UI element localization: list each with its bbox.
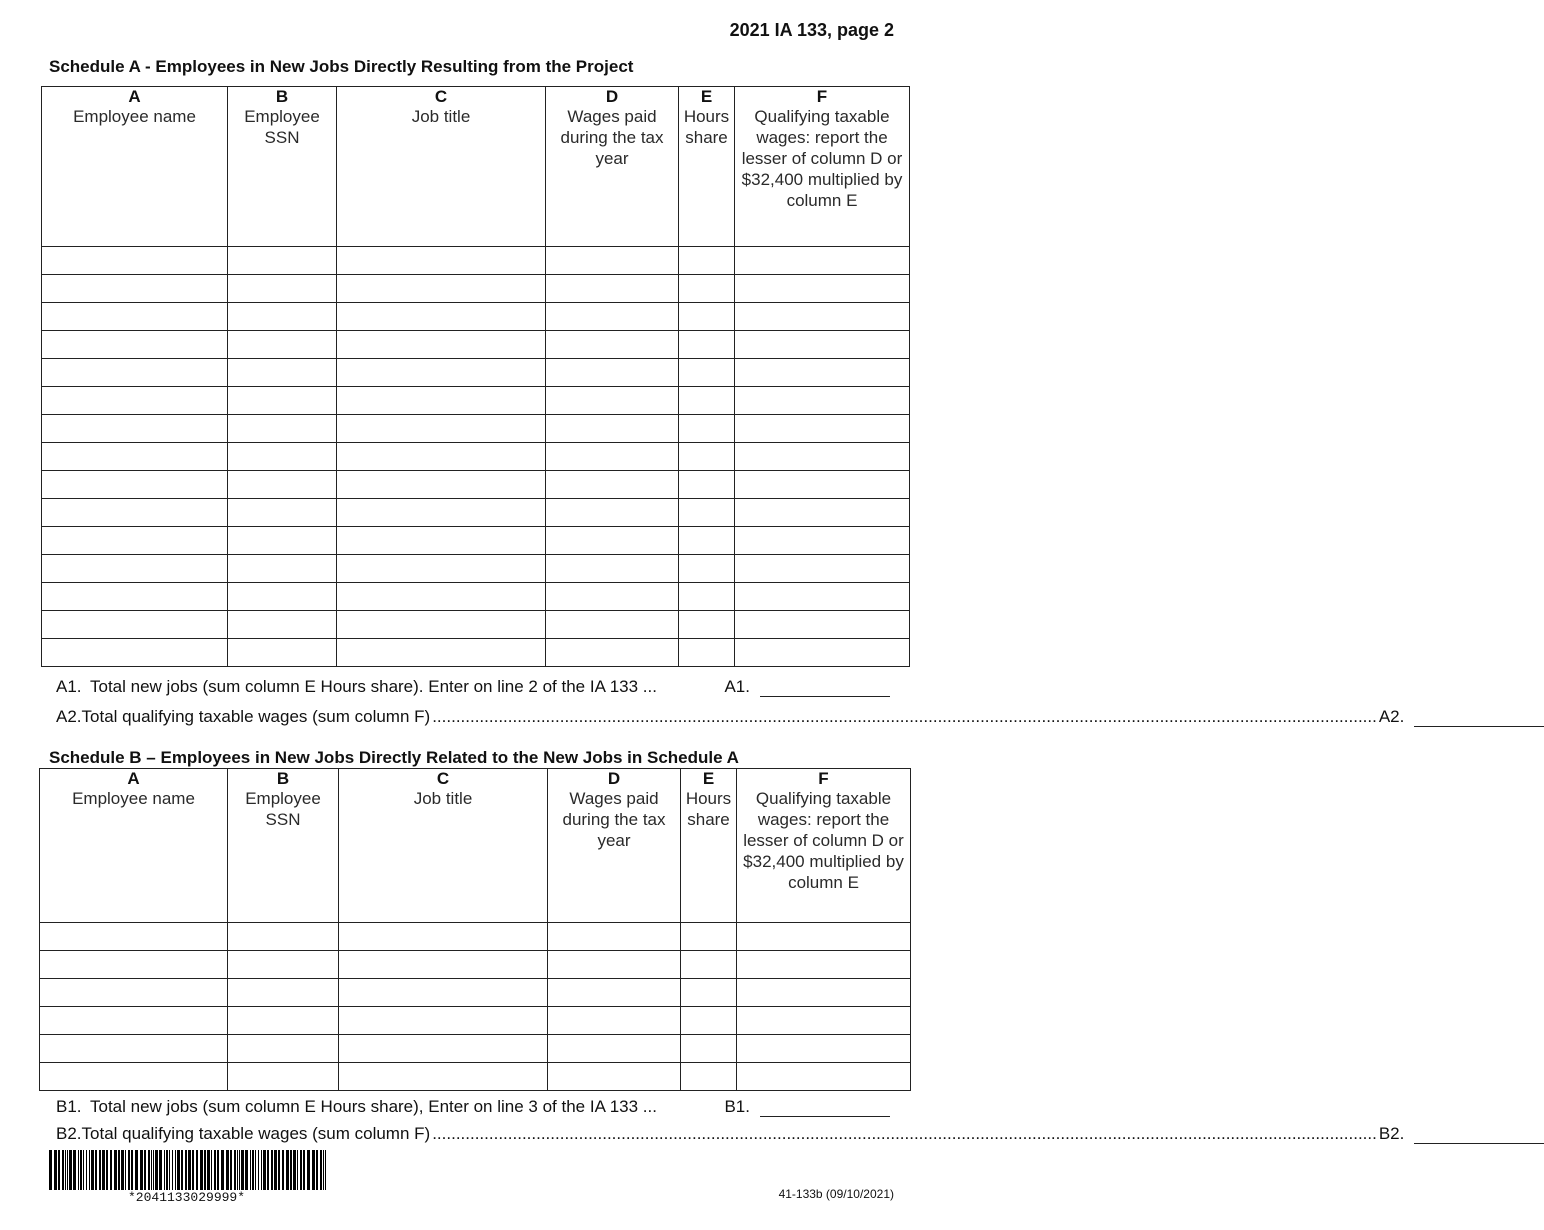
barcode-bar — [261, 1150, 262, 1190]
barcode-bar — [106, 1150, 108, 1190]
qualifying-wages-cell[interactable] — [735, 331, 910, 359]
schedule-b-table — [39, 768, 911, 1091]
barcode-bar — [128, 1150, 130, 1190]
employee-name-cell[interactable] — [42, 583, 228, 611]
job-title-cell[interactable] — [337, 583, 546, 611]
hours-share-cell[interactable] — [679, 555, 735, 583]
barcode-bar — [151, 1150, 152, 1190]
job-title-cell[interactable] — [337, 471, 546, 499]
barcode-bar — [54, 1150, 57, 1190]
hours-share-cell[interactable] — [679, 331, 735, 359]
qualifying-wages-cell[interactable] — [737, 951, 911, 979]
wages-paid-cell[interactable] — [546, 415, 679, 443]
barcode-bar — [312, 1150, 315, 1190]
line-ref: B1. — [724, 1097, 750, 1116]
line-number: A1. — [56, 677, 82, 696]
table-row — [42, 527, 910, 555]
barcode-bar — [221, 1150, 224, 1190]
employee-ssn-cell[interactable] — [228, 275, 337, 303]
schedule-b-title: Schedule B – Employees in New Jobs Directly Related to the New Jobs in Schedule A — [49, 748, 739, 767]
barcode-bar — [255, 1150, 256, 1190]
barcode-bar — [214, 1150, 216, 1190]
employee-name-cell[interactable] — [42, 499, 228, 527]
barcode-bar — [267, 1150, 269, 1190]
employee-ssn-cell[interactable] — [228, 443, 337, 471]
employee-ssn-cell[interactable] — [228, 951, 339, 979]
job-title-cell[interactable] — [337, 303, 546, 331]
barcode-bar — [102, 1150, 105, 1190]
qualifying-wages-cell[interactable] — [735, 359, 910, 387]
hours-share-cell[interactable] — [681, 1035, 737, 1063]
table-row — [42, 499, 910, 527]
employee-name-cell[interactable] — [42, 303, 228, 331]
barcode-bar — [185, 1150, 187, 1190]
wages-paid-cell[interactable] — [546, 443, 679, 471]
employee-ssn-cell[interactable] — [228, 359, 337, 387]
hours-share-cell[interactable] — [679, 471, 735, 499]
col-header-b: B Employee SSN — [228, 87, 337, 247]
barcode-bar — [316, 1150, 318, 1190]
barcode-bar — [164, 1150, 165, 1190]
wages-paid-cell[interactable] — [546, 471, 679, 499]
line-number: B2. — [56, 1124, 82, 1143]
barcode-bar — [95, 1150, 97, 1190]
wages-paid-cell[interactable] — [548, 1063, 681, 1091]
table-row — [42, 387, 910, 415]
hours-share-cell[interactable] — [679, 443, 735, 471]
job-title-cell[interactable] — [339, 1063, 548, 1091]
barcode-bar — [207, 1150, 210, 1190]
barcode-bar — [200, 1150, 203, 1190]
barcode-text: *2041133029999* — [128, 1190, 246, 1205]
table-row — [42, 583, 910, 611]
job-title-cell[interactable] — [337, 331, 546, 359]
col-header-e: E Hours share — [681, 769, 737, 923]
barcode-bar — [278, 1150, 280, 1190]
barcode-bar — [131, 1150, 133, 1190]
barcode-bar — [155, 1150, 158, 1190]
hours-share-cell[interactable] — [679, 611, 735, 639]
wages-paid-cell[interactable] — [546, 583, 679, 611]
col-header-e: E Hours share — [679, 87, 735, 247]
barcode-bar — [99, 1150, 101, 1190]
qualifying-wages-cell[interactable] — [735, 471, 910, 499]
col-header-d: D Wages paid during the tax year — [546, 87, 679, 247]
hours-share-cell[interactable] — [679, 359, 735, 387]
hours-share-cell[interactable] — [679, 275, 735, 303]
total-wages-a-field[interactable] — [1414, 710, 1544, 727]
qualifying-wages-cell[interactable] — [735, 247, 910, 275]
barcode-bar — [125, 1150, 126, 1190]
leader-dots: ........................................................................................................................................................................................................ — [432, 1124, 1377, 1143]
table-row — [40, 1063, 911, 1091]
total-line-b1 — [56, 1097, 890, 1117]
wages-paid-cell[interactable] — [548, 979, 681, 1007]
barcode-bar — [263, 1150, 266, 1190]
barcode-bar — [83, 1150, 84, 1190]
qualifying-wages-cell[interactable] — [737, 1063, 911, 1091]
job-title-cell[interactable] — [337, 387, 546, 415]
employee-ssn-cell[interactable] — [228, 611, 337, 639]
barcode-bar — [293, 1150, 296, 1190]
wages-paid-cell[interactable] — [546, 555, 679, 583]
barcode-bar — [89, 1150, 90, 1190]
barcode-bar — [245, 1150, 248, 1190]
table-row — [42, 331, 910, 359]
col-header-f: F Qualifying taxable wages: report the lesser of column D or $32,400 multiplied by column E — [735, 87, 910, 247]
employee-name-cell[interactable] — [42, 443, 228, 471]
barcode-bar — [80, 1150, 82, 1190]
job-title-cell[interactable] — [337, 555, 546, 583]
barcode-bar — [300, 1150, 302, 1190]
wages-paid-cell[interactable] — [546, 527, 679, 555]
barcode-bar — [320, 1150, 322, 1190]
barcode-bar — [58, 1150, 60, 1190]
job-title-cell[interactable] — [339, 979, 548, 1007]
line-ref: A2. — [1378, 707, 1405, 726]
table-row — [42, 639, 910, 667]
barcode-bar — [140, 1150, 143, 1190]
barcode-bar — [118, 1150, 120, 1190]
employee-name-cell[interactable] — [40, 1007, 228, 1035]
table-row — [42, 443, 910, 471]
line-text: Total new jobs (sum column E Hours share). Enter on line 2 of the IA 133 ... — [90, 677, 657, 696]
employee-name-cell[interactable] — [42, 611, 228, 639]
qualifying-wages-cell[interactable] — [735, 303, 910, 331]
barcode-bar — [166, 1150, 168, 1190]
barcode-bar — [196, 1150, 198, 1190]
leader-dots: ........................................................................................................................................................................................................ — [432, 707, 1377, 726]
line-text: Total qualifying taxable wages (sum column F) — [81, 707, 431, 726]
hours-share-cell[interactable] — [681, 923, 737, 951]
total-line-a1 — [56, 677, 890, 697]
table-row — [40, 923, 911, 951]
qualifying-wages-cell[interactable] — [735, 415, 910, 443]
wages-paid-cell[interactable] — [548, 1035, 681, 1063]
barcode-bar — [73, 1150, 76, 1190]
line-ref: A1. — [724, 677, 750, 696]
employee-ssn-cell[interactable] — [228, 1007, 339, 1035]
wages-paid-cell[interactable] — [546, 499, 679, 527]
col-header-c: C Job title — [339, 769, 548, 923]
employee-ssn-cell[interactable] — [228, 415, 337, 443]
employee-ssn-cell[interactable] — [228, 1063, 339, 1091]
job-title-cell[interactable] — [339, 1007, 548, 1035]
barcode-bar — [325, 1150, 326, 1190]
wages-paid-cell[interactable] — [546, 359, 679, 387]
barcode-bar — [67, 1150, 68, 1190]
barcode-bar — [239, 1150, 240, 1190]
qualifying-wages-cell[interactable] — [737, 923, 911, 951]
table-row — [42, 415, 910, 443]
qualifying-wages-cell[interactable] — [735, 275, 910, 303]
barcode-bar — [282, 1150, 284, 1190]
barcode-bar — [121, 1150, 124, 1190]
job-title-cell[interactable] — [337, 639, 546, 667]
qualifying-wages-cell[interactable] — [737, 1035, 911, 1063]
employee-name-cell[interactable] — [42, 387, 228, 415]
job-title-cell[interactable] — [339, 1035, 548, 1063]
barcode-bar — [217, 1150, 219, 1190]
total-line-a2 — [56, 707, 1405, 727]
employee-name-cell[interactable] — [40, 979, 228, 1007]
barcode-bar — [234, 1150, 236, 1190]
wages-paid-cell[interactable] — [548, 1007, 681, 1035]
job-title-cell[interactable] — [339, 951, 548, 979]
barcode-bar — [323, 1150, 324, 1190]
barcode-bar — [69, 1150, 72, 1190]
barcode-bar — [49, 1150, 52, 1190]
employee-ssn-cell[interactable] — [228, 471, 337, 499]
barcode-bar — [144, 1150, 146, 1190]
form-id: 41-133b (09/10/2021) — [778, 1187, 894, 1201]
hours-share-cell[interactable] — [681, 951, 737, 979]
qualifying-wages-cell[interactable] — [735, 527, 910, 555]
total-new-jobs-a-field[interactable] — [760, 680, 890, 697]
line-number: B1. — [56, 1097, 82, 1116]
job-title-cell[interactable] — [339, 923, 548, 951]
qualifying-wages-cell[interactable] — [735, 611, 910, 639]
hours-share-cell[interactable] — [679, 387, 735, 415]
barcode-bar — [274, 1150, 277, 1190]
barcode-bar — [241, 1150, 244, 1190]
table-row — [40, 1035, 911, 1063]
table-row — [40, 979, 911, 1007]
table-row — [42, 303, 910, 331]
barcode-bar — [303, 1150, 305, 1190]
qualifying-wages-cell[interactable] — [735, 499, 910, 527]
table-row — [42, 555, 910, 583]
employee-ssn-cell[interactable] — [228, 527, 337, 555]
hours-share-cell[interactable] — [681, 979, 737, 1007]
col-header-b: B Employee SSN — [228, 769, 339, 923]
col-header-f: F Qualifying taxable wages: report the lesser of column D or $32,400 multiplied by column E — [737, 769, 911, 923]
job-title-cell[interactable] — [337, 611, 546, 639]
hours-share-cell[interactable] — [679, 639, 735, 667]
qualifying-wages-cell[interactable] — [737, 979, 911, 1007]
line-number: A2. — [56, 707, 82, 726]
barcode-bar — [297, 1150, 298, 1190]
barcode-bar — [78, 1150, 79, 1190]
job-title-cell[interactable] — [337, 359, 546, 387]
barcode-bar — [258, 1150, 259, 1190]
schedule-a-title: Schedule A - Employees in New Jobs Directly Resulting from the Project — [49, 57, 634, 76]
barcode-bar — [307, 1150, 310, 1190]
barcode-bar — [62, 1150, 64, 1190]
qualifying-wages-cell[interactable] — [737, 1007, 911, 1035]
line-ref: B2. — [1378, 1124, 1405, 1143]
employee-ssn-cell[interactable] — [228, 583, 337, 611]
barcode-bar — [230, 1150, 232, 1190]
wages-paid-cell[interactable] — [546, 303, 679, 331]
barcode-bar — [159, 1150, 162, 1190]
employee-name-cell[interactable] — [42, 415, 228, 443]
wages-paid-cell[interactable] — [546, 247, 679, 275]
wages-paid-cell[interactable] — [546, 275, 679, 303]
col-header-c: C Job title — [337, 87, 546, 247]
wages-paid-cell[interactable] — [546, 387, 679, 415]
wages-paid-cell[interactable] — [546, 331, 679, 359]
barcode-bar — [204, 1150, 206, 1190]
employee-name-cell[interactable] — [40, 951, 228, 979]
barcode-bar — [271, 1150, 273, 1190]
barcode-bar — [65, 1150, 66, 1190]
total-new-jobs-b-field[interactable] — [760, 1100, 890, 1117]
employee-ssn-cell[interactable] — [228, 499, 337, 527]
employee-ssn-cell[interactable] — [228, 1035, 339, 1063]
hours-share-cell[interactable] — [679, 415, 735, 443]
barcode-bar — [252, 1150, 254, 1190]
barcode-bar — [250, 1150, 251, 1190]
barcode-bar — [177, 1150, 180, 1190]
col-header-a: A Employee name — [42, 87, 228, 247]
employee-name-cell[interactable] — [42, 639, 228, 667]
employee-name-cell[interactable] — [42, 331, 228, 359]
job-title-cell[interactable] — [337, 415, 546, 443]
wages-paid-cell[interactable] — [546, 611, 679, 639]
barcode-bar — [237, 1150, 238, 1190]
line-text: Total new jobs (sum column E Hours share), Enter on line 3 of the IA 133 ... — [90, 1097, 657, 1116]
employee-ssn-cell[interactable] — [228, 923, 339, 951]
barcode-bar — [226, 1150, 229, 1190]
barcode-bar — [114, 1150, 117, 1190]
line-text: Total qualifying taxable wages (sum column F) — [81, 1124, 431, 1143]
hours-share-cell[interactable] — [679, 303, 735, 331]
employee-ssn-cell[interactable] — [228, 331, 337, 359]
barcode-bar — [192, 1150, 194, 1190]
job-title-cell[interactable] — [337, 443, 546, 471]
col-header-d: D Wages paid during the tax year — [548, 769, 681, 923]
employee-name-cell[interactable] — [42, 471, 228, 499]
job-title-cell[interactable] — [337, 247, 546, 275]
employee-name-cell[interactable] — [42, 247, 228, 275]
table-row — [40, 951, 911, 979]
wages-paid-cell[interactable] — [546, 639, 679, 667]
page-header: 2021 IA 133, page 2 — [729, 20, 894, 40]
barcode-bar — [286, 1150, 289, 1190]
employee-ssn-cell[interactable] — [228, 303, 337, 331]
barcode-bar — [86, 1150, 87, 1190]
barcode-bar — [188, 1150, 191, 1190]
hours-share-cell[interactable] — [679, 499, 735, 527]
employee-name-cell[interactable] — [40, 1035, 228, 1063]
employee-name-cell[interactable] — [42, 555, 228, 583]
employee-ssn-cell[interactable] — [228, 639, 337, 667]
col-header-a: A Employee name — [40, 769, 228, 923]
employee-name-cell[interactable] — [40, 923, 228, 951]
employee-ssn-cell[interactable] — [228, 247, 337, 275]
job-title-cell[interactable] — [337, 499, 546, 527]
table-row — [42, 275, 910, 303]
table-row — [42, 247, 910, 275]
qualifying-wages-cell[interactable] — [735, 443, 910, 471]
barcode — [49, 1150, 329, 1190]
barcode-bar — [181, 1150, 183, 1190]
employee-name-cell[interactable] — [42, 527, 228, 555]
barcode-bar — [135, 1150, 138, 1190]
barcode-bar — [169, 1150, 170, 1190]
table-row — [40, 1007, 911, 1035]
job-title-cell[interactable] — [337, 275, 546, 303]
wages-paid-cell[interactable] — [548, 923, 681, 951]
qualifying-wages-cell[interactable] — [735, 639, 910, 667]
hours-share-cell[interactable] — [679, 583, 735, 611]
employee-ssn-cell[interactable] — [228, 387, 337, 415]
barcode-bar — [153, 1150, 154, 1190]
schedule-a-table — [41, 86, 910, 667]
barcode-bar — [148, 1150, 150, 1190]
total-wages-b-field[interactable] — [1414, 1127, 1544, 1144]
hours-share-cell[interactable] — [681, 1007, 737, 1035]
wages-paid-cell[interactable] — [548, 951, 681, 979]
employee-name-cell[interactable] — [40, 1063, 228, 1091]
barcode-bar — [211, 1150, 212, 1190]
hours-share-cell[interactable] — [679, 247, 735, 275]
barcode-bar — [175, 1150, 176, 1190]
qualifying-wages-cell[interactable] — [735, 387, 910, 415]
table-row — [42, 359, 910, 387]
qualifying-wages-cell[interactable] — [735, 583, 910, 611]
table-row — [42, 471, 910, 499]
qualifying-wages-cell[interactable] — [735, 555, 910, 583]
barcode-bar — [172, 1150, 173, 1190]
hours-share-cell[interactable] — [681, 1063, 737, 1091]
employee-ssn-cell[interactable] — [228, 555, 337, 583]
table-row — [42, 611, 910, 639]
employee-ssn-cell[interactable] — [228, 979, 339, 1007]
job-title-cell[interactable] — [337, 527, 546, 555]
barcode-bar — [110, 1150, 112, 1190]
employee-name-cell[interactable] — [42, 275, 228, 303]
barcode-bar — [290, 1150, 292, 1190]
total-line-b2 — [56, 1124, 1405, 1144]
employee-name-cell[interactable] — [42, 359, 228, 387]
barcode-bar — [91, 1150, 94, 1190]
hours-share-cell[interactable] — [679, 527, 735, 555]
